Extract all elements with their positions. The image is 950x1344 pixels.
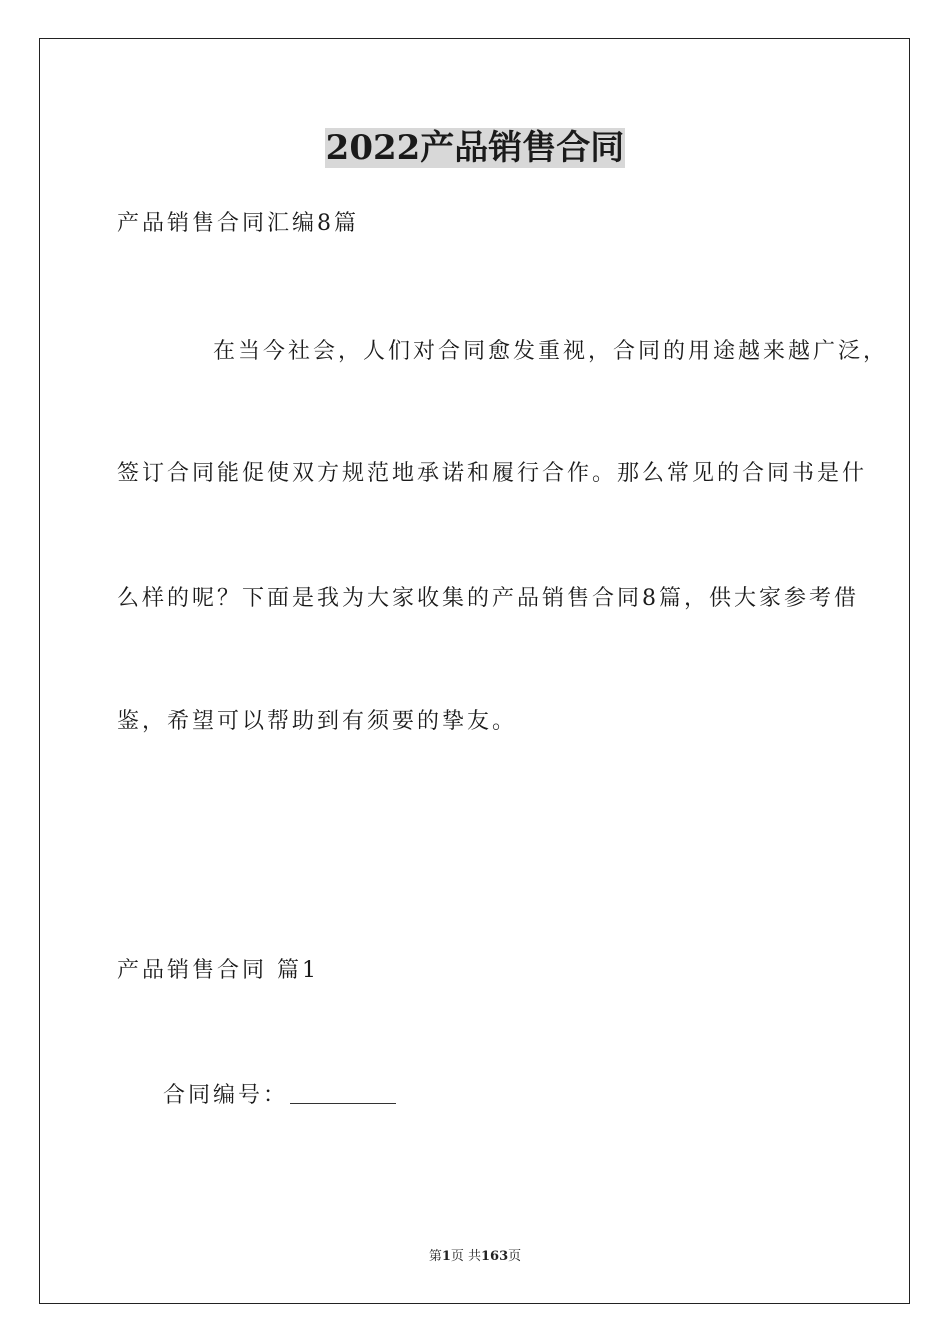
contract-number-label: 合同编号：: [163, 1083, 289, 1108]
intro-paragraph-line-3: 么样的呢？下面是我为大家收集的产品销售合同8篇，供大家参考借: [117, 586, 859, 611]
footer-mid: 页 共: [450, 1249, 482, 1264]
footer-suffix: 页: [508, 1249, 522, 1264]
document-title: [0, 126, 950, 170]
footer-total-pages: 163: [481, 1249, 509, 1264]
footer-page-number: 1: [441, 1249, 451, 1264]
page-footer: [0, 1248, 950, 1266]
contract-number-blank: [290, 1081, 396, 1104]
footer-prefix: 第: [428, 1249, 442, 1264]
section-heading: 产品销售合同 篇1: [117, 958, 319, 983]
document-title-text: 2022产品销售合同: [325, 128, 625, 168]
intro-paragraph-line-2: 签订合同能促使双方规范地承诺和履行合作。那么常见的合同书是什: [117, 461, 868, 486]
document-subtitle: 产品销售合同汇编8篇: [117, 211, 359, 236]
intro-paragraph-line-4: 鉴，希望可以帮助到有须要的挚友。: [117, 709, 518, 734]
intro-paragraph-line-1: 在当今社会，人们对合同愈发重视，合同的用途越来越广泛，: [213, 339, 889, 364]
contract-number-row: [163, 1081, 396, 1111]
